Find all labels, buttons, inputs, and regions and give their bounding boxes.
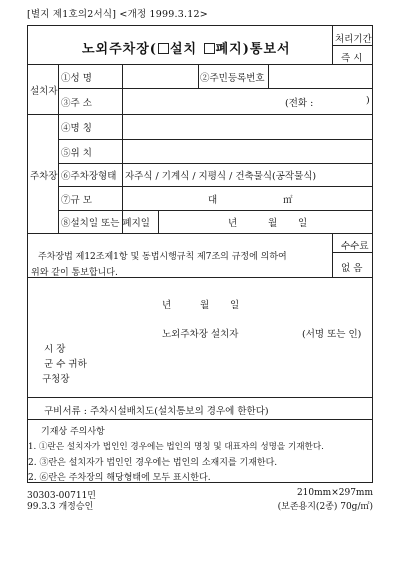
- divider: [28, 233, 372, 234]
- divider: [332, 252, 372, 253]
- processing-period-value: 즉 시: [341, 53, 363, 64]
- divider: [28, 397, 372, 398]
- signature-note: (서명 또는 인): [302, 329, 362, 340]
- divider: [332, 45, 372, 46]
- name-field[interactable]: [124, 66, 196, 86]
- scale-unit-area: ㎡: [283, 195, 293, 206]
- body-date-month: 월: [200, 300, 210, 311]
- body-date-day: 일: [230, 300, 240, 311]
- body-line-1: 주차장법 제12조제1항 및 동법시행규칙 제7조의 규정에 의하여: [38, 252, 287, 262]
- address-field[interactable]: [124, 90, 284, 112]
- address-label: ③주 소: [61, 98, 92, 109]
- name-label: ①성 명: [61, 73, 92, 84]
- form-frame: [27, 25, 373, 483]
- paper-size: 210mm×297mm: [296, 488, 373, 498]
- divider: [58, 210, 372, 211]
- instruction-item: 2. ⑥란은 주차장의 해당형태에 모두 표시한다.: [28, 473, 211, 483]
- processing-period-label: 처리기간: [335, 34, 372, 45]
- signer-label: 노외주차장 설치자: [162, 329, 239, 340]
- form-title: [82, 38, 291, 57]
- install-checkbox[interactable]: [158, 43, 169, 54]
- paper-spec: (보존용지(2종) 70g/㎡): [277, 502, 373, 512]
- divider: [268, 64, 269, 88]
- divider: [28, 64, 372, 65]
- title-suffix: )통보서: [242, 42, 291, 57]
- phone-label: (전화 :: [285, 98, 314, 109]
- fee-value: 없 음: [341, 263, 363, 274]
- parking-section-label: 주차장: [30, 171, 58, 182]
- phone-close: ): [366, 95, 370, 106]
- type-label: ⑥주차장형태: [61, 171, 117, 182]
- form-label: [별지 제1호의2서식]: [27, 9, 117, 20]
- instructions-title: 기재상 주의사항: [41, 427, 105, 437]
- type-options[interactable]: 자주식 / 기계식 / 지평식 / 건축물식(공작물식): [125, 171, 317, 182]
- date-day: 일: [298, 218, 308, 229]
- divider: [158, 210, 159, 233]
- required-documents: 구비서류 : 주차시설배치도(설치통보의 경우에 한한다): [44, 406, 269, 417]
- body-line-2: 위와 같이 통보합니다.: [31, 268, 118, 278]
- divider: [58, 139, 372, 140]
- title-prefix: 노외주차장(: [82, 42, 157, 57]
- installer-section-label: 설치자: [30, 86, 58, 97]
- instruction-item: 2. ③란은 설치자가 법인인 경우에는 법인의 소재지를 기재한다.: [28, 458, 278, 468]
- resident-no-label: ②주민등록번호: [200, 73, 265, 84]
- title-option-install: 설치: [169, 42, 198, 57]
- location-field[interactable]: [124, 141, 370, 162]
- divider: [332, 26, 333, 64]
- recipient-mayor: 시 장: [44, 344, 66, 355]
- revision-note: <개정 1999.3.12>: [119, 9, 208, 20]
- divider: [58, 88, 372, 89]
- divider: [58, 186, 372, 187]
- divider: [58, 64, 59, 233]
- date-label: ⑧설치일 또는 폐지일: [61, 218, 150, 229]
- divider: [28, 419, 372, 420]
- date-year: 년: [228, 218, 238, 229]
- form-header: [27, 6, 208, 20]
- divider: [122, 64, 123, 233]
- form-code: 30303-00711민: [27, 491, 96, 501]
- recipient-district: 구청장: [42, 374, 70, 385]
- recipient-county: 군 수 귀하: [44, 359, 87, 370]
- divider: [198, 64, 199, 88]
- divider: [28, 114, 372, 115]
- date-month: 월: [268, 218, 278, 229]
- parking-name-field[interactable]: [124, 116, 370, 138]
- divider: [58, 163, 372, 164]
- location-label: ⑤위 치: [61, 148, 92, 159]
- body-date-year: 년: [162, 300, 172, 311]
- scale-unit-units: 대: [208, 195, 218, 206]
- abolish-checkbox[interactable]: [204, 43, 215, 54]
- divider: [332, 233, 333, 277]
- approval-note: 99.3.3 개정승인: [27, 502, 94, 512]
- instruction-item: 1. ①란은 설치자가 법인인 경우에는 법인의 명칭 및 대표자의 성명을 기재한다.: [28, 442, 324, 452]
- title-option-abolish: 폐지: [215, 42, 243, 57]
- parking-name-label: ④명 칭: [61, 123, 92, 134]
- resident-no-field[interactable]: [270, 66, 370, 86]
- scale-label: ⑦규 모: [61, 195, 92, 206]
- fee-label: 수수료: [341, 241, 369, 252]
